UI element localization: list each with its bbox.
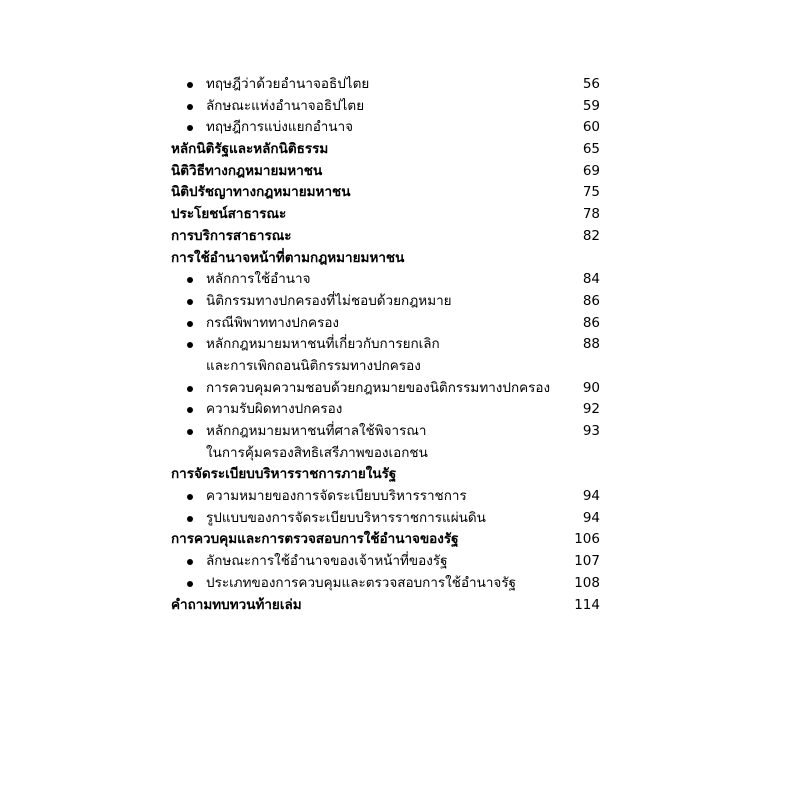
toc-entry-title: นิติปรัชญาทางกฎหมายมหาชน <box>171 184 351 201</box>
toc-item <box>0 334 800 377</box>
toc-entry-title: นิติวิธีทางกฎหมายมหาชน <box>171 162 323 179</box>
toc-page-number: 84 <box>582 271 600 288</box>
toc-entry-title: ทฤษฎีว่าด้วยอำนาจอธิปไตย <box>206 76 370 92</box>
bullet-icon <box>187 125 193 131</box>
toc-entry-title: นิติกรรมทางปกครองที่ไม่ชอบด้วยกฎหมาย <box>206 292 452 309</box>
toc-entry-title: การบริการสาธารณะ <box>171 227 292 244</box>
toc-heading <box>0 464 800 486</box>
toc-item <box>0 486 800 508</box>
bullet-icon <box>187 342 193 348</box>
toc-page-number: 60 <box>582 119 600 136</box>
toc-entry-title: ลักษณะการใช้อำนาจของเจ้าหน้าที่ของรัฐ <box>206 553 448 570</box>
bullet-icon <box>187 581 193 587</box>
toc-entry-title-continued: ในการคุ้มครองสิทธิเสรีภาพของเอกชน <box>206 444 428 461</box>
bullet-icon <box>187 494 193 500</box>
toc-item <box>0 421 800 464</box>
toc-item <box>0 96 800 118</box>
toc-entry-title: หลักการใช้อำนาจ <box>206 271 311 288</box>
toc-page-number: 94 <box>582 509 600 526</box>
toc-item <box>0 291 800 313</box>
toc-page-number: 94 <box>582 488 600 505</box>
toc-entry-title: การควบคุมความชอบด้วยกฎหมายของนิติกรรมทางปกครอง <box>206 379 551 396</box>
toc-heading <box>0 595 800 617</box>
toc-entry-title: คำถามทบทวนท้ายเล่ม <box>171 596 302 613</box>
toc-page-number: 78 <box>582 206 600 223</box>
toc-page-number: 88 <box>582 336 600 353</box>
toc-item <box>0 378 800 400</box>
toc-entry-title: หลักกฎหมายมหาชนที่ศาลใช้พิจารณา <box>206 423 427 440</box>
toc-page-number: 86 <box>582 292 600 309</box>
toc-entry-title: การจัดระเบียบบริหารราชการภายในรัฐ <box>171 466 397 483</box>
bullet-icon <box>187 559 193 565</box>
toc-heading <box>0 248 800 270</box>
toc-page-number: 75 <box>582 184 600 201</box>
bullet-icon <box>187 429 193 435</box>
toc-page-number: 82 <box>582 227 600 244</box>
toc-page-number: 86 <box>582 314 600 331</box>
toc-entry-title: หลักนิติรัฐและหลักนิติธรรม <box>171 141 329 158</box>
toc-entry-title: การควบคุมและการตรวจสอบการใช้อำนาจของรัฐ <box>171 531 459 548</box>
toc-entry-title-continued: และการเพิกถอนนิติกรรมทางปกครอง <box>206 357 421 374</box>
toc-item <box>0 117 800 139</box>
table-of-contents <box>0 74 800 616</box>
toc-page-number: 106 <box>574 531 600 548</box>
toc-page-number: 59 <box>582 97 600 114</box>
toc-entry-title: ความหมายของการจัดระเบียบบริหารราชการ <box>206 488 467 505</box>
bullet-icon <box>187 407 193 413</box>
bullet-icon <box>187 104 193 110</box>
toc-entry-title: ประเภทของการควบคุมและตรวจสอบการใช้อำนาจรัฐ <box>206 574 517 591</box>
toc-page-number: 108 <box>574 574 600 591</box>
toc-entry-title: การใช้อำนาจหน้าที่ตามกฎหมายมหาชน <box>171 249 405 266</box>
toc-page-number: 114 <box>574 596 600 613</box>
toc-item <box>0 313 800 335</box>
toc-item <box>0 269 800 291</box>
toc-heading <box>0 204 800 226</box>
toc-entry-title: ทฤษฎีการแบ่งแยกอำนาจ <box>206 119 354 136</box>
toc-item <box>0 399 800 421</box>
toc-page-number: 69 <box>582 162 600 179</box>
toc-heading <box>0 529 800 551</box>
bullet-icon <box>187 321 193 327</box>
toc-page-number: 107 <box>574 553 600 570</box>
toc-page-number: 93 <box>582 423 600 440</box>
bullet-icon <box>187 516 193 522</box>
toc-item <box>0 573 800 595</box>
toc-item <box>0 551 800 573</box>
toc-page-number: 65 <box>582 141 600 158</box>
toc-entry-title: รูปแบบของการจัดระเบียบบริหารราชการแผ่นดิน <box>206 509 486 526</box>
toc-entry-title: กรณีพิพาททางปกครอง <box>206 314 340 331</box>
toc-heading <box>0 182 800 204</box>
toc-heading <box>0 139 800 161</box>
toc-heading <box>0 161 800 183</box>
toc-entry-title: ความรับผิดทางปกครอง <box>206 401 343 418</box>
bullet-icon <box>187 299 193 305</box>
toc-page-number: 90 <box>582 379 600 396</box>
toc-page-number: 56 <box>582 76 600 92</box>
toc-page-number: 92 <box>582 401 600 418</box>
toc-heading <box>0 226 800 248</box>
toc-entry-title: หลักกฎหมายมหาชนที่เกี่ยวกับการยกเลิก <box>206 336 440 353</box>
toc-entry-title: ลักษณะแห่งอำนาจอธิปไตย <box>206 97 365 114</box>
bullet-icon <box>187 277 193 283</box>
toc-item <box>0 74 800 96</box>
bullet-icon <box>187 386 193 392</box>
toc-entry-title: ประโยชน์สาธารณะ <box>171 206 287 223</box>
bullet-icon <box>187 82 193 88</box>
toc-item <box>0 508 800 530</box>
